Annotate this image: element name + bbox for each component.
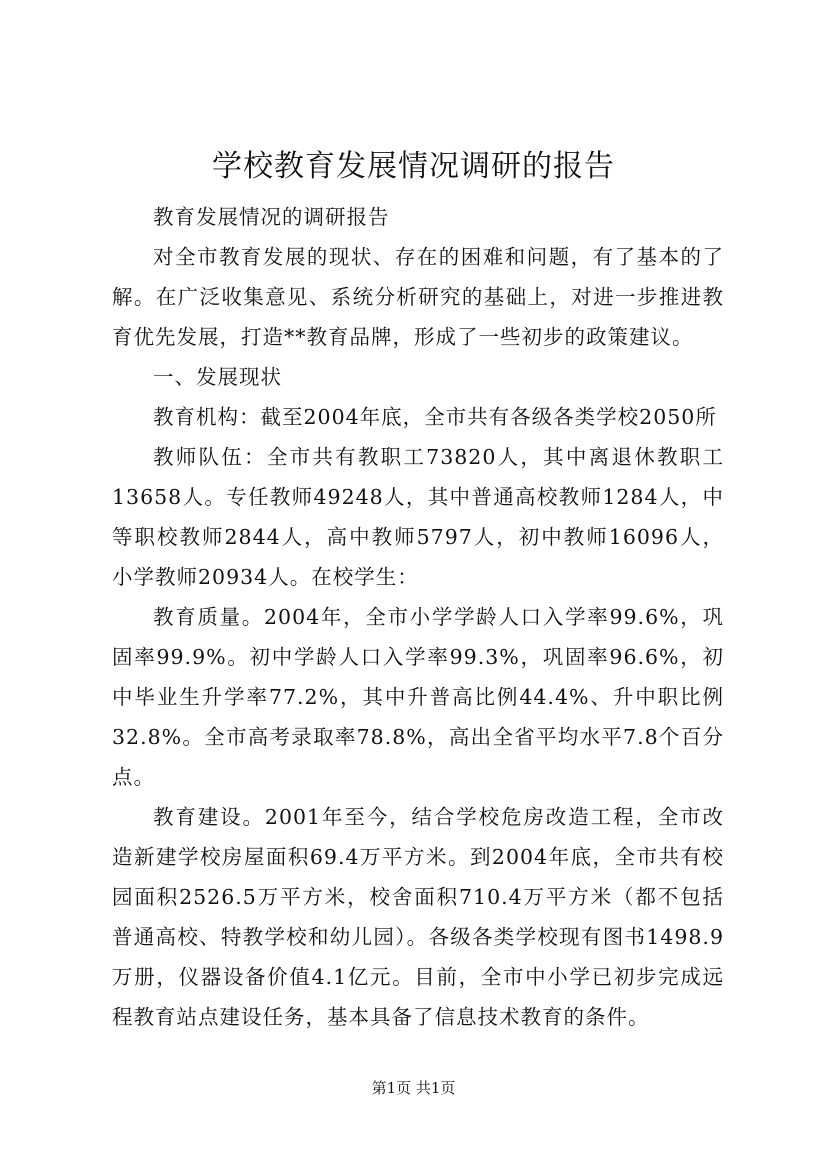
page-footer: 第1页 共1页: [371, 1079, 456, 1097]
paragraph-quality: 教育质量。2004年，全市小学学龄人口入学率99.6%，巩固率99.9%。初中学龄人口入学率99.3%，巩固率96.6%，初中毕业生升学率77.2%，其中升普高比例44.4%、升中职比例32.8%。全市高考录取率78.8%，高出全省平均水平7.8个百分点。: [112, 605, 724, 789]
paragraph-subtitle: 教育发展情况的调研报告: [153, 205, 390, 229]
paragraph-construction: 教育建设。2001年至今，结合学校危房改造工程，全市改造新建学校房屋面积69.4万平方米。到2004年底，全市共有校园面积2526.5万平方米，校舍面积710.4万平方米（都不包括普通高校、特教学校和幼儿园）。各级各类学校现有图书1498.9万册，仪器设备价值4.1亿元。目前，全市中小学已初步完成远程教育站点建设任务，基本具备了信息技术教育的条件。: [112, 805, 724, 1029]
paragraph-institutions: 教育机构：截至2004年底，全市共有各级各类学校2050所: [153, 405, 717, 429]
paragraph-intro: 对全市教育发展的现状、存在的困难和问题，有了基本的了解。在广泛收集意见、系统分析研究的基础上，对进一步推进教育优先发展，打造**教育品牌，形成了一些初步的政策建议。: [112, 245, 724, 349]
paragraph-teachers: 教师队伍：全市共有教职工73820人，其中离退休教职工13658人。专任教师49248人，其中普通高校教师1284人，中等职校教师2844人，高中教师5797人，初中教师16096人，小学教师20934人。在校学生：: [112, 445, 724, 589]
document-title: 学校教育发展情况调研的报告: [212, 149, 615, 184]
section-heading: 一、发展现状: [153, 365, 282, 389]
document-body: [112, 197, 724, 1037]
